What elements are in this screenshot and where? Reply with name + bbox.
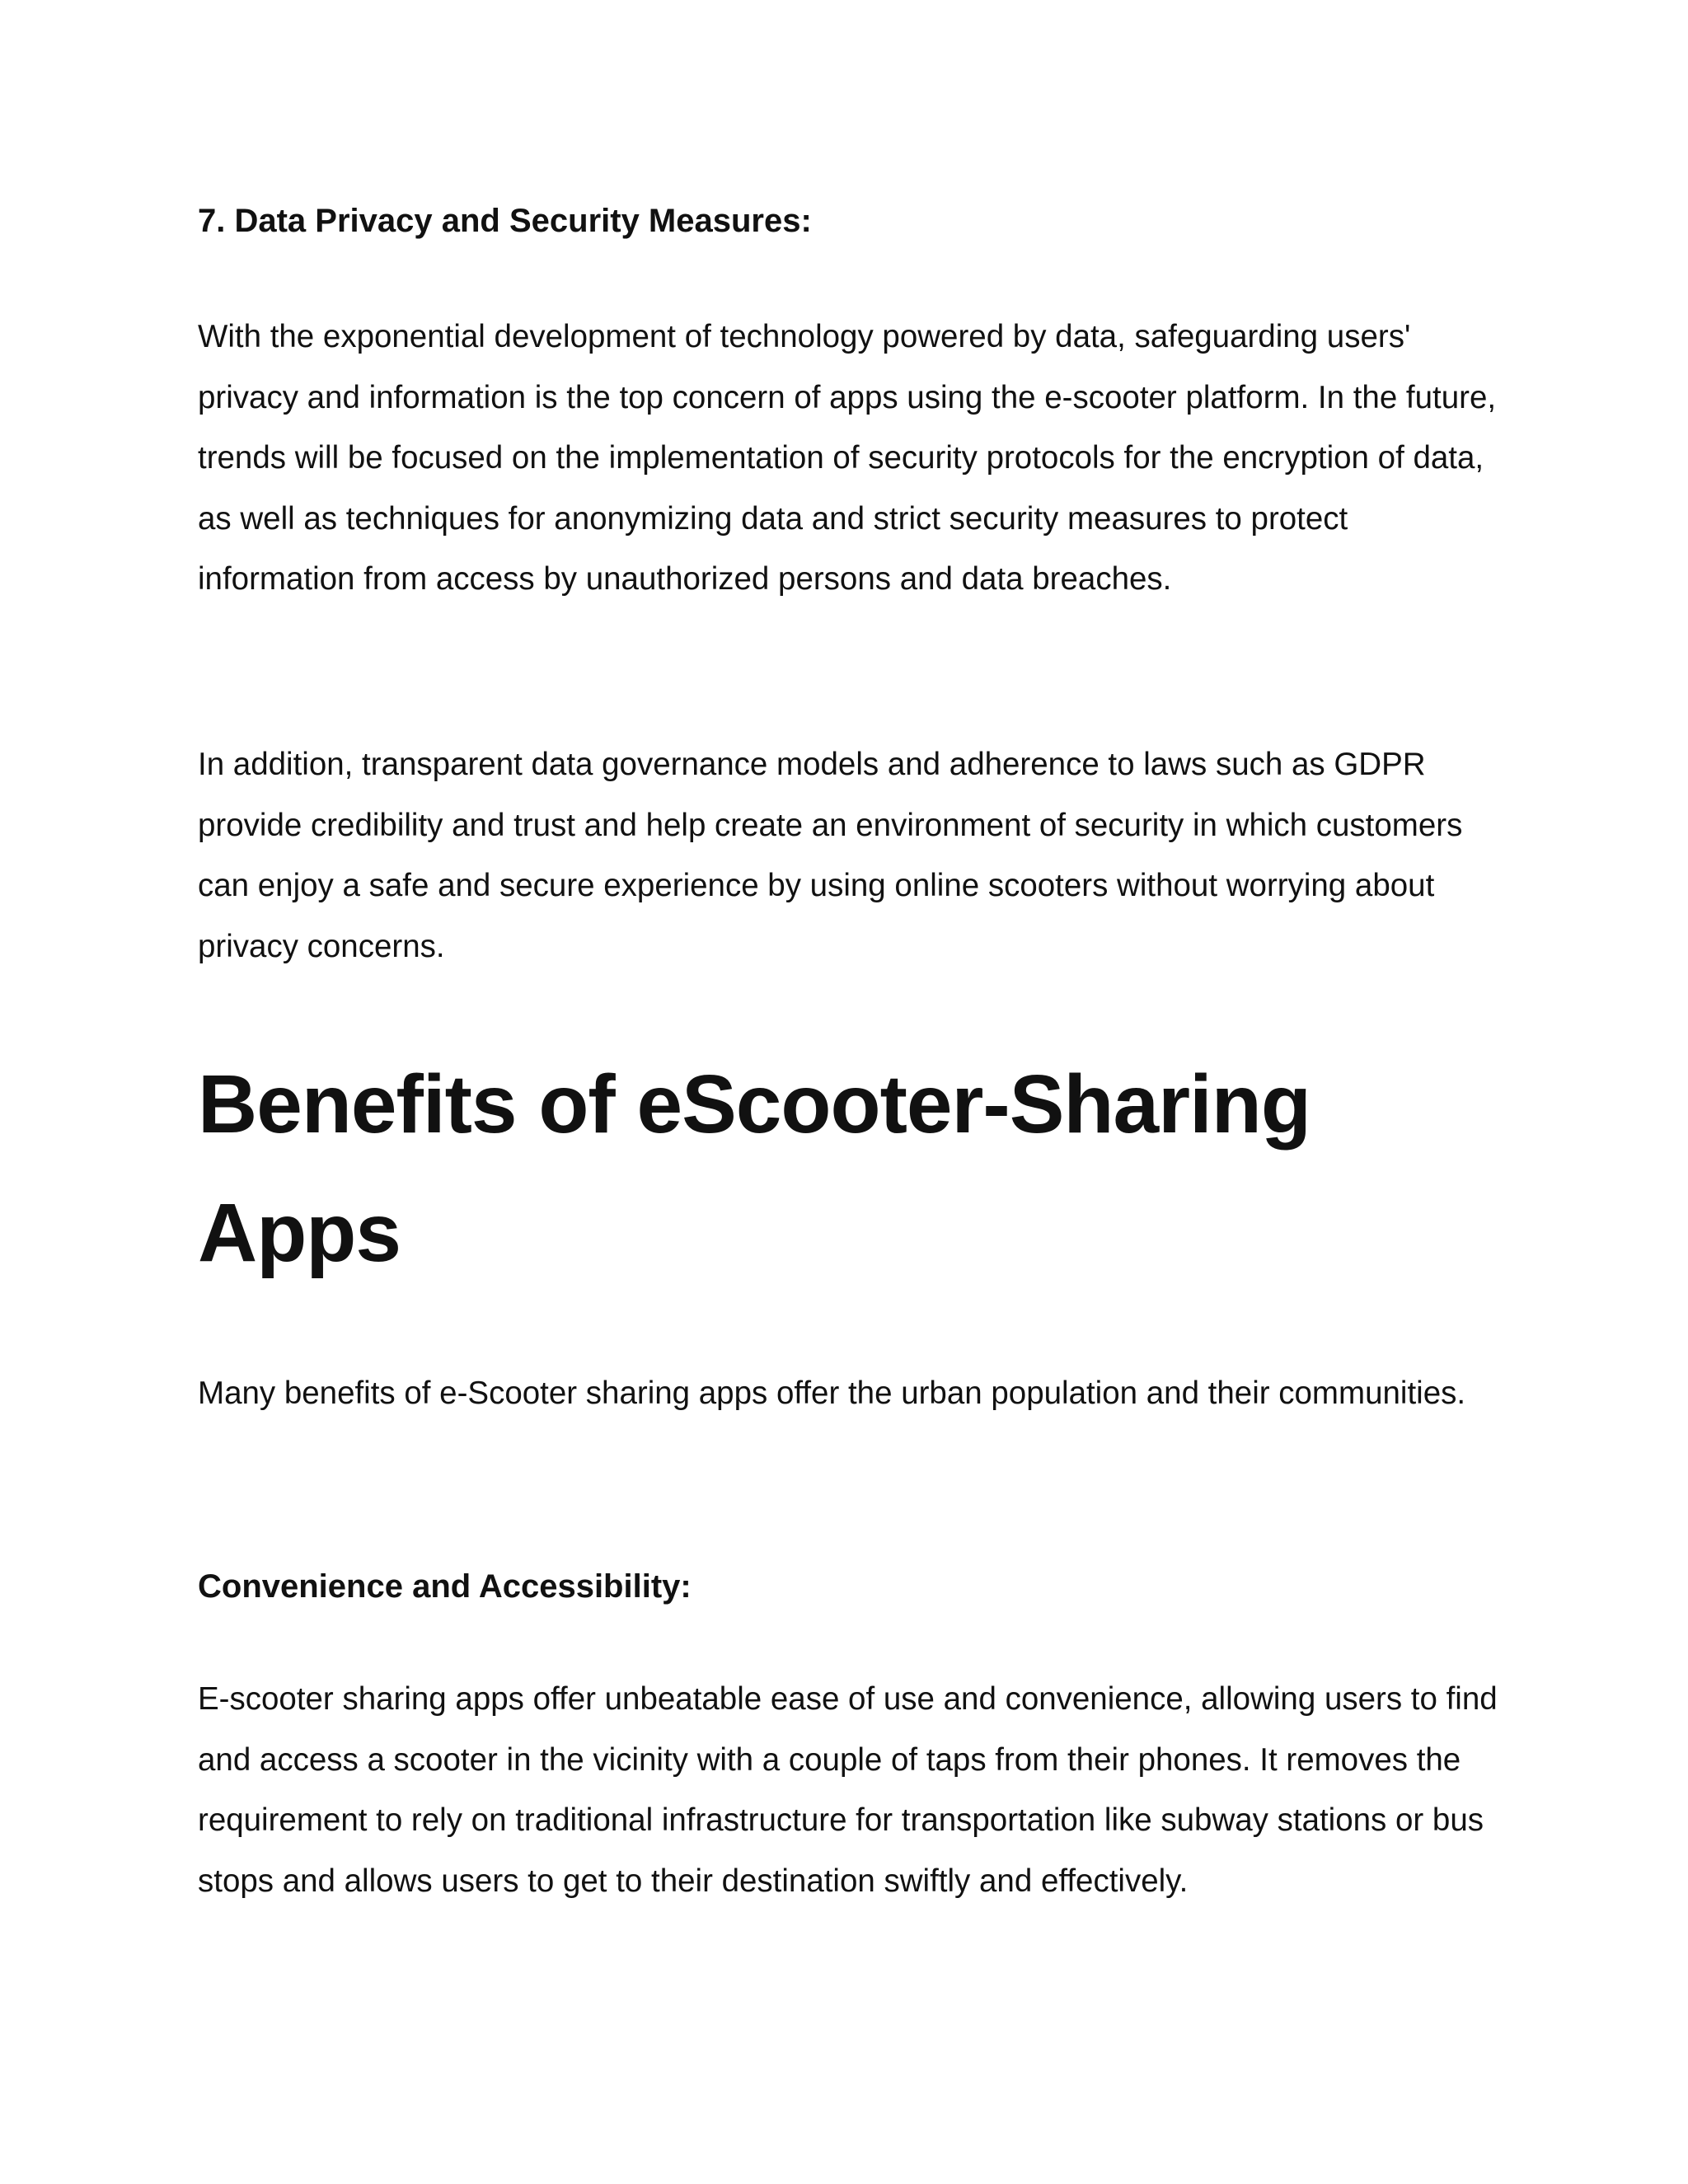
main-heading-benefits: Benefits of eScooter-Sharing Apps bbox=[198, 1058, 1311, 1279]
paragraph-benefits-intro: Many benefits of e-Scooter sharing apps offer the urban population and their communities. bbox=[198, 1376, 1466, 1411]
paragraph-convenience-body: E-scooter sharing apps offer unbeatable ease of use and convenience, allowing users to find and access a scooter in the vicinity with a couple of taps from their phones. It removes the requirement to rely on traditional infrastructure for transportation like subway stations or bus stops and allows users to get to their destination swiftly and effectively. bbox=[198, 1681, 1498, 1899]
paragraph-privacy-intro: With the exponential development of technology powered by data, safeguarding users' privacy and information is the top concern of apps using the e-scooter platform. In the future, trends will be focused on the implementation of security protocols for the encryption of data, as well as techniques for anonymizing data and strict security measures to protect information from access by unauthorized persons and data breaches. bbox=[198, 319, 1497, 597]
paragraph-privacy-governance: In addition, transparent data governance models and adherence to laws such as GDPR provide credibility and trust and help create an environment of security in which customers can enjoy a safe and secure experience by using online scooters without worrying about privacy concerns. bbox=[198, 747, 1463, 964]
sub-heading-convenience: Convenience and Accessibility: bbox=[198, 1568, 692, 1605]
section-heading-data-privacy: 7. Data Privacy and Security Measures: bbox=[198, 203, 812, 239]
